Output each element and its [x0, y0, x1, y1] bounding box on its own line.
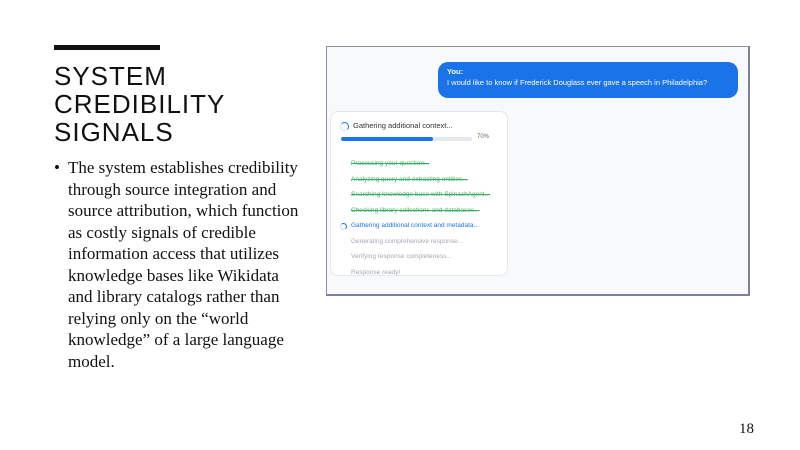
- progress-percent: 70%: [477, 134, 490, 140]
- progress-step-done: [331, 156, 509, 172]
- progress-bar: [341, 137, 472, 141]
- step-label: Processing your question...: [351, 160, 430, 167]
- step-label: Searching knowledge base with SpinachAgent...: [351, 191, 491, 198]
- step-list: [331, 156, 509, 280]
- bullet-text: The system establishes credibility through source integration and source attribution, which function as costly signals of credible information access that utilizes knowledge bases like Wikidata and library catalogs rather than relying only on the “world knowledge” of a large language model.: [68, 158, 299, 371]
- progress-step-done: [331, 172, 509, 188]
- title-line: CREDIBILITY: [54, 89, 226, 119]
- slide-title: [54, 62, 284, 146]
- progress-step-active: [331, 218, 509, 234]
- step-label: Analyzing query and extracting entities...: [351, 175, 468, 183]
- progress-step-pending: [331, 249, 509, 265]
- title-line: SIGNALS: [54, 117, 174, 147]
- page-number: 18: [739, 421, 754, 437]
- step-spinner-icon: [340, 223, 347, 230]
- progress-step-pending: [331, 265, 509, 281]
- progress-step-done: [331, 187, 509, 203]
- bullet-marker: •: [54, 158, 60, 177]
- step-label: Response ready!: [351, 268, 401, 276]
- step-label: Gathering additional context and metadata...: [351, 222, 479, 229]
- step-label: Checking library collections and databases...: [351, 206, 480, 214]
- loading-spinner-icon: [340, 122, 349, 131]
- bullet-item: [54, 157, 304, 372]
- title-line: SYSTEM: [54, 61, 167, 91]
- progress-step-done: [331, 203, 509, 219]
- user-message-text: I would like to know if Frederick Douglass ever gave a speech in Philadelphia?: [447, 78, 708, 87]
- step-label: Verifying response completeness...: [351, 253, 452, 260]
- progress-step-pending: [331, 234, 509, 250]
- user-label: You:: [447, 67, 464, 76]
- status-title: Gathering additional context...: [353, 121, 453, 130]
- chat-screenshot: [326, 46, 750, 296]
- title-accent-bar: [54, 45, 160, 50]
- progress-fill: [341, 137, 433, 141]
- step-label: Generating comprehensive response...: [351, 237, 464, 245]
- bullet-list: [54, 157, 304, 372]
- status-card: [330, 111, 508, 276]
- user-message-bubble: [438, 62, 738, 98]
